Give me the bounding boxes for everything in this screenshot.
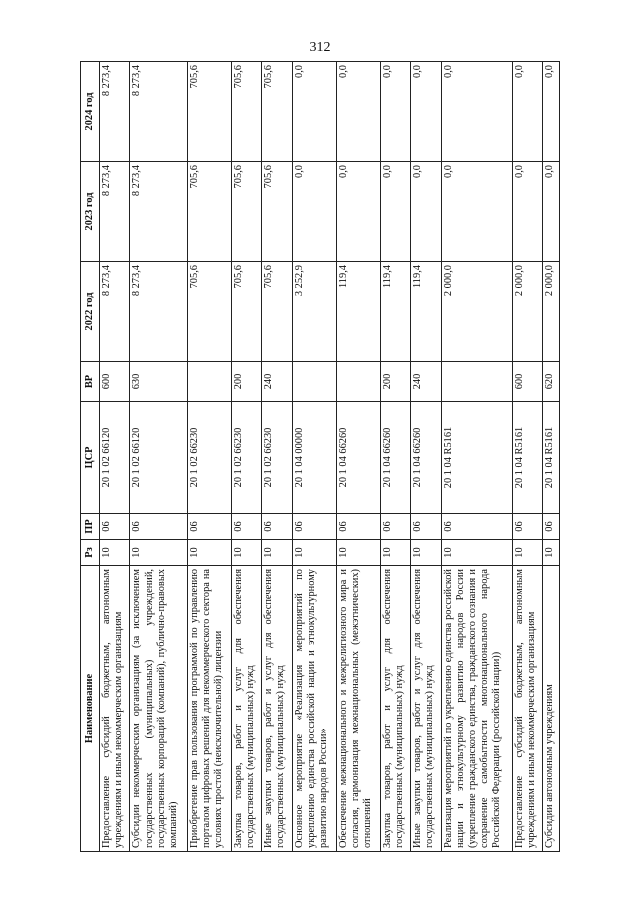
row-2023: 0,0 [411, 162, 441, 262]
row-2024: 8 273,4 [130, 62, 188, 162]
row-2022: 705,6 [187, 262, 231, 362]
row-pr: 06 [130, 514, 188, 540]
row-2023: 0,0 [543, 162, 560, 262]
row-name: Основное мероприятие «Реализация мероприятий по укреплению единства российской нации и этнокультурному развитию народов России» [292, 566, 336, 852]
row-2024: 0,0 [411, 62, 441, 162]
row-2024: 8 273,4 [100, 62, 130, 162]
row-2022: 119,4 [411, 262, 441, 362]
header-2022: 2022 год [81, 262, 100, 362]
row-pr: 06 [441, 514, 512, 540]
row-pr: 06 [336, 514, 380, 540]
table-row [100, 62, 130, 852]
row-rz: 10 [187, 540, 231, 566]
row-vr [336, 362, 380, 402]
table-row [187, 62, 231, 852]
table-row [543, 62, 560, 852]
row-name: Закупка товаров, работ и услуг для обеспечения государственных (муниципальных) нужд [231, 566, 261, 852]
row-rz: 10 [441, 540, 512, 566]
header-row [81, 62, 100, 852]
row-rz: 10 [231, 540, 261, 566]
row-vr: 200 [231, 362, 261, 402]
row-csr: 20 1 02 66230 [187, 402, 231, 514]
row-pr: 06 [292, 514, 336, 540]
row-2023: 8 273,4 [100, 162, 130, 262]
row-2022: 2 000,0 [543, 262, 560, 362]
row-name: Иные закупки товаров, работ и услуг для обеспечения государственных (муниципальных) нужд [262, 566, 292, 852]
table-row [231, 62, 261, 852]
row-vr: 200 [380, 362, 410, 402]
row-2022: 2 000,0 [441, 262, 512, 362]
row-pr: 06 [100, 514, 130, 540]
row-vr: 630 [130, 362, 188, 402]
row-csr: 20 1 04 66260 [336, 402, 380, 514]
row-2023: 0,0 [380, 162, 410, 262]
row-2024: 705,6 [262, 62, 292, 162]
row-2022: 3 252,9 [292, 262, 336, 362]
row-name: Субсидии автономным учреждениям [543, 566, 560, 852]
row-rz: 10 [130, 540, 188, 566]
row-pr: 06 [411, 514, 441, 540]
row-2023: 0,0 [441, 162, 512, 262]
table-row [130, 62, 188, 852]
row-2024: 0,0 [543, 62, 560, 162]
header-rz: Рз [81, 540, 100, 566]
row-vr: 600 [512, 362, 542, 402]
row-csr: 20 1 02 66230 [231, 402, 261, 514]
row-rz: 10 [292, 540, 336, 566]
rotated-table-area [80, 62, 560, 852]
row-2024: 0,0 [336, 62, 380, 162]
row-vr [187, 362, 231, 402]
row-pr: 06 [262, 514, 292, 540]
row-rz: 10 [380, 540, 410, 566]
row-rz: 10 [262, 540, 292, 566]
row-2022: 8 273,4 [130, 262, 188, 362]
row-rz: 10 [336, 540, 380, 566]
row-2022: 705,6 [231, 262, 261, 362]
row-pr: 06 [512, 514, 542, 540]
row-pr: 06 [187, 514, 231, 540]
header-vr: ВР [81, 362, 100, 402]
row-2024: 0,0 [292, 62, 336, 162]
row-name: Обеспечение межнационального и межрелигиозного мира и согласия, гармонизация межнациональных (межэтнических) отношений [336, 566, 380, 852]
rotated-table-frame [80, 62, 560, 852]
row-2022: 119,4 [380, 262, 410, 362]
table-row [441, 62, 512, 852]
row-pr: 06 [380, 514, 410, 540]
row-vr: 620 [543, 362, 560, 402]
row-vr: 240 [262, 362, 292, 402]
header-pr: ПР [81, 514, 100, 540]
row-2022: 119,4 [336, 262, 380, 362]
row-name: Предоставление субсидий бюджетным, автономным учреждениям и иным некоммерческим организациям [100, 566, 130, 852]
row-2023: 705,6 [262, 162, 292, 262]
row-2023: 0,0 [292, 162, 336, 262]
table-row [292, 62, 336, 852]
row-2024: 705,6 [187, 62, 231, 162]
row-csr: 20 1 04 66260 [380, 402, 410, 514]
row-name: Реализация мероприятий по укреплению единства российской нации и этнокультурному развитию народов России (укрепление гражданского единства, гражданского сознания и сохранение самобытности многонационального народа Российской Федерации (российской нации)) [441, 566, 512, 852]
row-pr: 06 [543, 514, 560, 540]
row-2023: 8 273,4 [130, 162, 188, 262]
table-row [336, 62, 380, 852]
header-2024: 2024 год [81, 62, 100, 162]
row-csr: 20 1 04 R5161 [441, 402, 512, 514]
row-csr: 20 1 04 00000 [292, 402, 336, 514]
row-vr [292, 362, 336, 402]
table-row [380, 62, 410, 852]
row-csr: 20 1 04 66260 [411, 402, 441, 514]
header-name: Наименование [81, 566, 100, 852]
row-2022: 705,6 [262, 262, 292, 362]
row-2022: 8 273,4 [100, 262, 130, 362]
row-name: Субсидии некоммерческим организациям (за исключением государственных (муниципальных) учреждений, государственных корпораций (компаний), публично-правовых компаний) [130, 566, 188, 852]
row-rz: 10 [543, 540, 560, 566]
row-2022: 2 000,0 [512, 262, 542, 362]
row-pr: 06 [231, 514, 261, 540]
row-rz: 10 [411, 540, 441, 566]
row-2023: 705,6 [187, 162, 231, 262]
row-2024: 0,0 [512, 62, 542, 162]
row-vr: 240 [411, 362, 441, 402]
row-2024: 0,0 [441, 62, 512, 162]
row-2023: 705,6 [231, 162, 261, 262]
row-vr [441, 362, 512, 402]
row-rz: 10 [100, 540, 130, 566]
row-2024: 705,6 [231, 62, 261, 162]
header-csr: ЦСР [81, 402, 100, 514]
row-rz: 10 [512, 540, 542, 566]
row-vr: 600 [100, 362, 130, 402]
header-2023: 2023 год [81, 162, 100, 262]
row-name: Приобретение прав пользования программой по управлению порталом цифровых решений для некоммерческого сектора на условиях простой (неисключительной) лицензии [187, 566, 231, 852]
table-row [262, 62, 292, 852]
page-number: 312 [309, 40, 331, 55]
row-csr: 20 1 02 66120 [100, 402, 130, 514]
row-name: Предоставление субсидий бюджетным, автономным учреждениям и иным некоммерческим организациям [512, 566, 542, 852]
row-2023: 0,0 [512, 162, 542, 262]
row-name: Закупка товаров, работ и услуг для обеспечения государственных (муниципальных) нужд [380, 566, 410, 852]
row-csr: 20 1 02 66230 [262, 402, 292, 514]
row-csr: 20 1 04 R5161 [512, 402, 542, 514]
row-name: Иные закупки товаров, работ и услуг для обеспечения государственных (муниципальных) нужд [411, 566, 441, 852]
row-csr: 20 1 04 R5161 [543, 402, 560, 514]
row-2024: 0,0 [380, 62, 410, 162]
row-csr: 20 1 02 66120 [130, 402, 188, 514]
row-2023: 0,0 [336, 162, 380, 262]
table-row [411, 62, 441, 852]
table-row [512, 62, 542, 852]
budget-table [80, 61, 560, 852]
